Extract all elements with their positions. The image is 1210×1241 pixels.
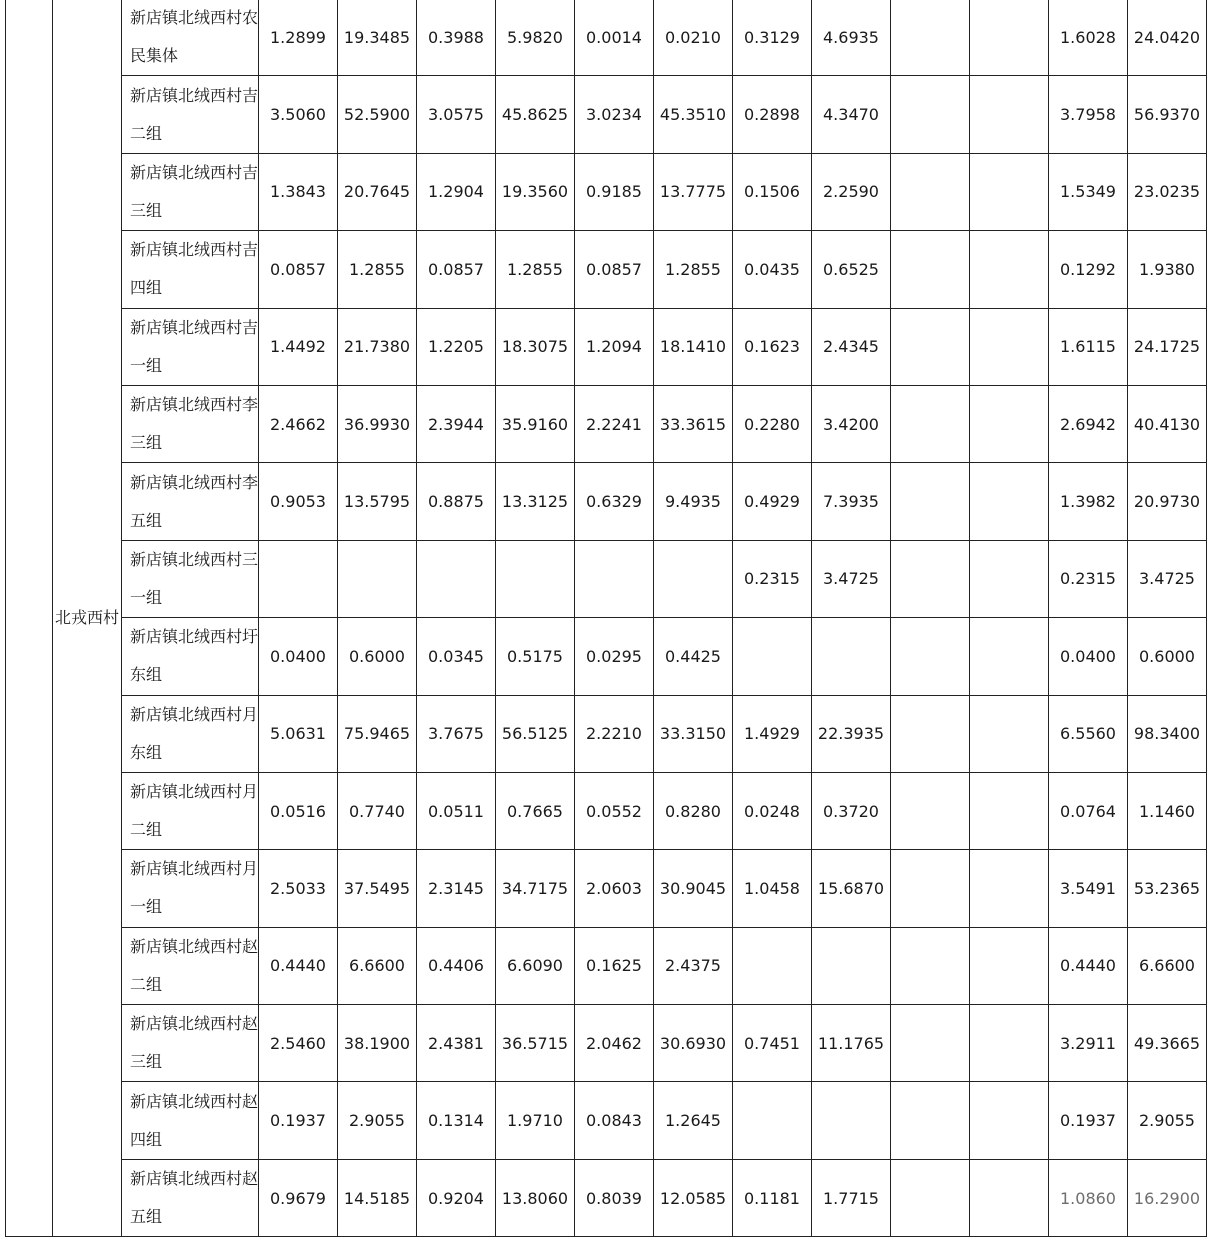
value-cell: 5.0631 bbox=[259, 695, 338, 772]
value-cell bbox=[970, 540, 1049, 617]
value-cell: 1.0458 bbox=[733, 850, 812, 927]
value-cell: 0.7451 bbox=[733, 1005, 812, 1082]
value-cell: 0.4425 bbox=[654, 618, 733, 695]
value-cell: 0.0552 bbox=[575, 772, 654, 849]
value-cell: 11.1765 bbox=[812, 1005, 891, 1082]
value-cell bbox=[891, 231, 970, 308]
value-cell bbox=[496, 540, 575, 617]
value-cell: 3.4725 bbox=[812, 540, 891, 617]
value-cell bbox=[970, 76, 1049, 153]
value-cell bbox=[970, 772, 1049, 849]
value-cell: 0.3988 bbox=[417, 0, 496, 76]
value-cell: 0.1181 bbox=[733, 1159, 812, 1236]
value-cell: 0.8039 bbox=[575, 1159, 654, 1236]
value-cell: 0.5175 bbox=[496, 618, 575, 695]
value-cell: 0.4440 bbox=[1049, 927, 1128, 1004]
value-cell: 0.0248 bbox=[733, 772, 812, 849]
value-cell: 20.7645 bbox=[338, 153, 417, 230]
value-cell bbox=[891, 772, 970, 849]
value-cell bbox=[891, 618, 970, 695]
value-cell: 24.1725 bbox=[1128, 308, 1207, 385]
value-cell: 2.4381 bbox=[417, 1005, 496, 1082]
table-row bbox=[6, 850, 1207, 927]
value-cell: 0.0435 bbox=[733, 231, 812, 308]
value-cell: 0.8280 bbox=[654, 772, 733, 849]
value-cell: 1.2855 bbox=[496, 231, 575, 308]
value-cell: 1.2904 bbox=[417, 153, 496, 230]
group-name-cell: 新店镇北绒西村赵五组 bbox=[122, 1159, 259, 1236]
value-cell: 1.2855 bbox=[654, 231, 733, 308]
value-cell: 0.8875 bbox=[417, 463, 496, 540]
value-cell: 36.5715 bbox=[496, 1005, 575, 1082]
group-name-cell: 新店镇北绒西村农民集体 bbox=[122, 0, 259, 76]
value-cell: 0.1937 bbox=[259, 1082, 338, 1159]
group-name-cell: 新店镇北绒西村吉二组 bbox=[122, 76, 259, 153]
value-cell: 38.1900 bbox=[338, 1005, 417, 1082]
value-cell: 1.9710 bbox=[496, 1082, 575, 1159]
value-cell: 3.7675 bbox=[417, 695, 496, 772]
value-cell: 0.0516 bbox=[259, 772, 338, 849]
value-cell: 23.0235 bbox=[1128, 153, 1207, 230]
table-row bbox=[6, 1005, 1207, 1082]
value-cell: 6.6600 bbox=[1128, 927, 1207, 1004]
value-cell: 1.7715 bbox=[812, 1159, 891, 1236]
value-cell: 33.3615 bbox=[654, 385, 733, 462]
value-cell: 3.2911 bbox=[1049, 1005, 1128, 1082]
value-cell bbox=[970, 618, 1049, 695]
value-cell: 0.9053 bbox=[259, 463, 338, 540]
value-cell: 2.3145 bbox=[417, 850, 496, 927]
value-cell: 0.6329 bbox=[575, 463, 654, 540]
value-cell bbox=[733, 927, 812, 1004]
value-cell: 6.6090 bbox=[496, 927, 575, 1004]
value-cell bbox=[970, 231, 1049, 308]
value-cell: 2.2590 bbox=[812, 153, 891, 230]
group-name-cell: 新店镇北绒西村赵二组 bbox=[122, 927, 259, 1004]
value-cell: 52.5900 bbox=[338, 76, 417, 153]
table-row bbox=[6, 772, 1207, 849]
value-cell: 0.0400 bbox=[1049, 618, 1128, 695]
value-cell: 1.2855 bbox=[338, 231, 417, 308]
value-cell: 2.4375 bbox=[654, 927, 733, 1004]
value-cell: 22.3935 bbox=[812, 695, 891, 772]
value-cell: 18.3075 bbox=[496, 308, 575, 385]
value-cell: 0.0857 bbox=[575, 231, 654, 308]
value-cell: 36.9930 bbox=[338, 385, 417, 462]
value-cell bbox=[970, 463, 1049, 540]
group-name-cell: 新店镇北绒西村月东组 bbox=[122, 695, 259, 772]
table-row bbox=[6, 927, 1207, 1004]
value-cell: 1.3982 bbox=[1049, 463, 1128, 540]
value-cell: 19.3560 bbox=[496, 153, 575, 230]
value-cell: 19.3485 bbox=[338, 0, 417, 76]
value-cell: 45.3510 bbox=[654, 76, 733, 153]
value-cell: 1.2645 bbox=[654, 1082, 733, 1159]
value-cell: 45.8625 bbox=[496, 76, 575, 153]
value-cell: 34.7175 bbox=[496, 850, 575, 927]
value-cell: 0.0345 bbox=[417, 618, 496, 695]
value-cell: 0.2315 bbox=[1049, 540, 1128, 617]
value-cell: 14.5185 bbox=[338, 1159, 417, 1236]
value-cell: 4.3470 bbox=[812, 76, 891, 153]
value-cell: 12.0585 bbox=[654, 1159, 733, 1236]
value-cell bbox=[812, 927, 891, 1004]
value-cell: 2.0603 bbox=[575, 850, 654, 927]
group-name-cell: 新店镇北绒西村三一组 bbox=[122, 540, 259, 617]
value-cell: 15.6870 bbox=[812, 850, 891, 927]
value-cell bbox=[891, 385, 970, 462]
value-cell bbox=[970, 1005, 1049, 1082]
value-cell: 13.8060 bbox=[496, 1159, 575, 1236]
value-cell bbox=[338, 540, 417, 617]
value-cell bbox=[654, 540, 733, 617]
value-cell bbox=[970, 927, 1049, 1004]
value-cell: 0.4406 bbox=[417, 927, 496, 1004]
value-cell: 7.3935 bbox=[812, 463, 891, 540]
value-cell: 13.7775 bbox=[654, 153, 733, 230]
value-cell: 0.7740 bbox=[338, 772, 417, 849]
value-cell: 3.0234 bbox=[575, 76, 654, 153]
value-cell: 35.9160 bbox=[496, 385, 575, 462]
value-cell bbox=[891, 463, 970, 540]
group-name-cell: 新店镇北绒西村月二组 bbox=[122, 772, 259, 849]
village-cell: 北戎西村 bbox=[53, 0, 122, 1237]
value-cell: 3.0575 bbox=[417, 76, 496, 153]
value-cell: 0.2315 bbox=[733, 540, 812, 617]
value-cell: 0.0210 bbox=[654, 0, 733, 76]
value-cell: 1.6028 bbox=[1049, 0, 1128, 76]
value-cell: 6.5560 bbox=[1049, 695, 1128, 772]
value-cell: 0.2280 bbox=[733, 385, 812, 462]
value-cell: 21.7380 bbox=[338, 308, 417, 385]
value-cell: 1.1460 bbox=[1128, 772, 1207, 849]
value-cell: 56.9370 bbox=[1128, 76, 1207, 153]
value-cell: 0.9204 bbox=[417, 1159, 496, 1236]
value-cell: 1.4492 bbox=[259, 308, 338, 385]
value-cell: 0.6000 bbox=[338, 618, 417, 695]
value-cell: 18.1410 bbox=[654, 308, 733, 385]
land-data-table bbox=[5, 0, 1207, 1237]
value-cell bbox=[812, 618, 891, 695]
value-cell: 0.4929 bbox=[733, 463, 812, 540]
group-name-cell: 新店镇北绒西村月一组 bbox=[122, 850, 259, 927]
value-cell: 0.1314 bbox=[417, 1082, 496, 1159]
value-cell: 9.4935 bbox=[654, 463, 733, 540]
table-body bbox=[6, 0, 1207, 1237]
value-cell: 2.3944 bbox=[417, 385, 496, 462]
value-cell bbox=[259, 540, 338, 617]
value-cell: 0.9185 bbox=[575, 153, 654, 230]
group-name-cell: 新店镇北绒西村吉一组 bbox=[122, 308, 259, 385]
table-row bbox=[6, 385, 1207, 462]
table-row bbox=[6, 463, 1207, 540]
value-cell: 24.0420 bbox=[1128, 0, 1207, 76]
table-row bbox=[6, 1159, 1207, 1236]
value-cell: 0.0400 bbox=[259, 618, 338, 695]
value-cell: 2.5033 bbox=[259, 850, 338, 927]
value-cell bbox=[891, 695, 970, 772]
value-cell: 0.1506 bbox=[733, 153, 812, 230]
value-cell bbox=[891, 540, 970, 617]
value-cell bbox=[891, 1005, 970, 1082]
value-cell: 0.9679 bbox=[259, 1159, 338, 1236]
value-cell: 98.3400 bbox=[1128, 695, 1207, 772]
value-cell: 0.1292 bbox=[1049, 231, 1128, 308]
value-cell: 20.9730 bbox=[1128, 463, 1207, 540]
value-cell bbox=[891, 0, 970, 76]
value-cell: 13.5795 bbox=[338, 463, 417, 540]
value-cell bbox=[733, 618, 812, 695]
value-cell: 1.0860 bbox=[1049, 1159, 1128, 1236]
value-cell: 0.6000 bbox=[1128, 618, 1207, 695]
value-cell: 0.0857 bbox=[259, 231, 338, 308]
table-row bbox=[6, 695, 1207, 772]
value-cell: 3.5060 bbox=[259, 76, 338, 153]
value-cell: 56.5125 bbox=[496, 695, 575, 772]
group-name-cell: 新店镇北绒西村吉三组 bbox=[122, 153, 259, 230]
value-cell: 3.7958 bbox=[1049, 76, 1128, 153]
value-cell bbox=[733, 1082, 812, 1159]
value-cell: 2.4662 bbox=[259, 385, 338, 462]
value-cell: 3.5491 bbox=[1049, 850, 1128, 927]
value-cell bbox=[970, 1082, 1049, 1159]
value-cell bbox=[891, 1159, 970, 1236]
table-row bbox=[6, 0, 1207, 76]
value-cell: 49.3665 bbox=[1128, 1005, 1207, 1082]
value-cell: 2.6942 bbox=[1049, 385, 1128, 462]
table-row bbox=[6, 308, 1207, 385]
value-cell: 13.3125 bbox=[496, 463, 575, 540]
region-cell bbox=[6, 0, 53, 1237]
value-cell: 2.4345 bbox=[812, 308, 891, 385]
group-name-cell: 新店镇北绒西村李五组 bbox=[122, 463, 259, 540]
value-cell: 0.2898 bbox=[733, 76, 812, 153]
value-cell bbox=[891, 927, 970, 1004]
value-cell: 0.0014 bbox=[575, 0, 654, 76]
table-row bbox=[6, 231, 1207, 308]
value-cell bbox=[970, 308, 1049, 385]
value-cell: 2.9055 bbox=[338, 1082, 417, 1159]
value-cell bbox=[970, 0, 1049, 76]
value-cell: 0.1623 bbox=[733, 308, 812, 385]
value-cell bbox=[970, 153, 1049, 230]
value-cell: 1.2899 bbox=[259, 0, 338, 76]
value-cell bbox=[970, 385, 1049, 462]
value-cell: 30.6930 bbox=[654, 1005, 733, 1082]
value-cell: 0.0511 bbox=[417, 772, 496, 849]
table-row bbox=[6, 1082, 1207, 1159]
value-cell: 1.9380 bbox=[1128, 231, 1207, 308]
group-name-cell: 新店镇北绒西村赵四组 bbox=[122, 1082, 259, 1159]
value-cell: 0.0857 bbox=[417, 231, 496, 308]
value-cell: 16.2900 bbox=[1128, 1159, 1207, 1236]
value-cell bbox=[417, 540, 496, 617]
document-page bbox=[5, 0, 1207, 1237]
value-cell bbox=[891, 1082, 970, 1159]
table-row bbox=[6, 540, 1207, 617]
value-cell: 1.6115 bbox=[1049, 308, 1128, 385]
value-cell: 0.1937 bbox=[1049, 1082, 1128, 1159]
value-cell: 2.5460 bbox=[259, 1005, 338, 1082]
value-cell: 4.6935 bbox=[812, 0, 891, 76]
value-cell bbox=[891, 850, 970, 927]
group-name-cell: 新店镇北绒西村李三组 bbox=[122, 385, 259, 462]
value-cell: 0.3129 bbox=[733, 0, 812, 76]
group-name-cell: 新店镇北绒西村吉四组 bbox=[122, 231, 259, 308]
value-cell: 33.3150 bbox=[654, 695, 733, 772]
value-cell bbox=[891, 153, 970, 230]
value-cell: 3.4725 bbox=[1128, 540, 1207, 617]
value-cell: 2.0462 bbox=[575, 1005, 654, 1082]
value-cell: 3.4200 bbox=[812, 385, 891, 462]
value-cell: 0.6525 bbox=[812, 231, 891, 308]
value-cell bbox=[575, 540, 654, 617]
value-cell bbox=[891, 76, 970, 153]
value-cell: 30.9045 bbox=[654, 850, 733, 927]
value-cell bbox=[970, 1159, 1049, 1236]
value-cell: 1.3843 bbox=[259, 153, 338, 230]
value-cell: 5.9820 bbox=[496, 0, 575, 76]
value-cell: 6.6600 bbox=[338, 927, 417, 1004]
value-cell: 75.9465 bbox=[338, 695, 417, 772]
value-cell: 53.2365 bbox=[1128, 850, 1207, 927]
value-cell: 1.2205 bbox=[417, 308, 496, 385]
group-name-cell: 新店镇北绒西村圩东组 bbox=[122, 618, 259, 695]
value-cell: 0.3720 bbox=[812, 772, 891, 849]
value-cell: 2.2241 bbox=[575, 385, 654, 462]
value-cell: 0.0843 bbox=[575, 1082, 654, 1159]
value-cell bbox=[970, 695, 1049, 772]
value-cell: 2.2210 bbox=[575, 695, 654, 772]
value-cell: 0.7665 bbox=[496, 772, 575, 849]
value-cell: 1.2094 bbox=[575, 308, 654, 385]
value-cell: 0.1625 bbox=[575, 927, 654, 1004]
value-cell bbox=[891, 308, 970, 385]
group-name-cell: 新店镇北绒西村赵三组 bbox=[122, 1005, 259, 1082]
value-cell bbox=[812, 1082, 891, 1159]
value-cell: 1.5349 bbox=[1049, 153, 1128, 230]
table-row bbox=[6, 618, 1207, 695]
value-cell: 1.4929 bbox=[733, 695, 812, 772]
value-cell: 0.0764 bbox=[1049, 772, 1128, 849]
value-cell: 0.4440 bbox=[259, 927, 338, 1004]
table-row bbox=[6, 76, 1207, 153]
table-row bbox=[6, 153, 1207, 230]
value-cell bbox=[970, 850, 1049, 927]
value-cell: 2.9055 bbox=[1128, 1082, 1207, 1159]
value-cell: 40.4130 bbox=[1128, 385, 1207, 462]
value-cell: 37.5495 bbox=[338, 850, 417, 927]
value-cell: 0.0295 bbox=[575, 618, 654, 695]
